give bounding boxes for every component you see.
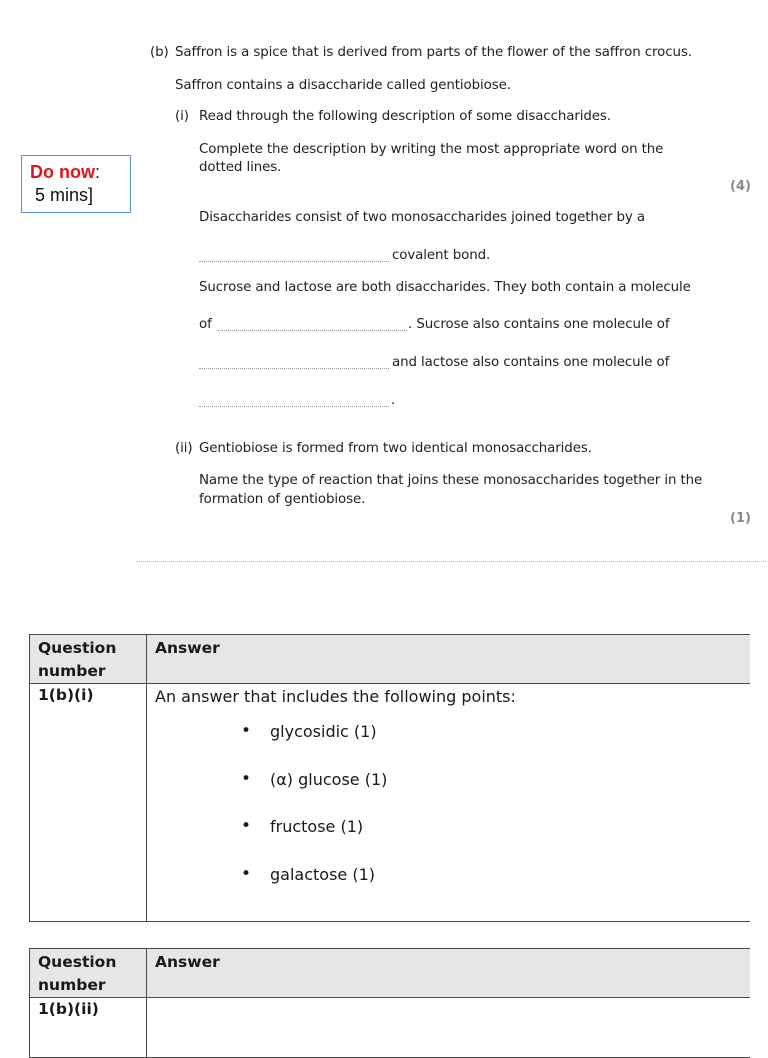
part-i-text: Read through the following description of some disaccharides. xyxy=(199,109,611,124)
header-answer: Answer xyxy=(147,635,751,684)
description-of: of xyxy=(199,317,212,332)
header-question-line-1: Question xyxy=(38,953,117,971)
description-line-1: Disaccharides consist of two monosaccharides joined together by a xyxy=(199,210,645,225)
answer-intro: An answer that includes the following points: xyxy=(155,687,516,706)
marks-part-ii: (1) xyxy=(730,511,751,526)
description-line-3: Sucrose and lactose are both disaccharides. They both contain a molecule xyxy=(199,280,691,295)
do-now-colon: : xyxy=(95,162,101,182)
part-ii-line-2: formation of gentiobiose. xyxy=(199,492,366,507)
question-intro: Saffron contains a disaccharide called gentiobiose. xyxy=(175,78,511,93)
part-ii-text: Gentiobiose is formed from two identical monosaccharides. xyxy=(199,441,592,456)
do-now-time: 5 mins] xyxy=(35,185,94,205)
description-line-4: . Sucrose also contains one molecule of xyxy=(408,317,670,332)
table-row xyxy=(30,684,751,922)
answer-cell xyxy=(147,998,751,1058)
answer-cell xyxy=(147,684,751,922)
answer-separator xyxy=(136,561,766,562)
do-now-label: Do now xyxy=(30,162,95,182)
description-line-2: covalent bond. xyxy=(392,248,491,263)
description-line-5: and lactose also contains one molecule of xyxy=(392,355,670,370)
instruction-line-2: dotted lines. xyxy=(199,160,282,175)
do-now-box xyxy=(21,155,131,213)
mark-scheme-table-2 xyxy=(29,948,750,1058)
part-i-label: (i) xyxy=(175,109,189,124)
header-question-number xyxy=(30,949,147,998)
answer-blank-4 xyxy=(199,396,389,407)
list-item: • fructose (1) xyxy=(241,817,750,865)
part-b-text: Saffron is a spice that is derived from parts of the flower of the saffron crocus. xyxy=(175,45,692,60)
marks-part-i: (4) xyxy=(730,179,751,194)
answer-points xyxy=(155,722,750,912)
header-question-number xyxy=(30,635,147,684)
answer-blank-2 xyxy=(217,320,407,331)
part-ii-line-1: Name the type of reaction that joins these monosaccharides together in the xyxy=(199,473,703,488)
header-answer: Answer xyxy=(147,949,751,998)
table-header-row xyxy=(30,635,751,684)
part-ii-label: (ii) xyxy=(175,441,193,456)
list-item: • glycosidic (1) xyxy=(241,722,750,770)
answer-blank-3 xyxy=(199,358,389,369)
instruction-line-1: Complete the description by writing the most appropriate word on the xyxy=(199,142,664,157)
header-question-line-2: number xyxy=(38,662,106,680)
table-row xyxy=(30,998,751,1058)
question-number: 1(b)(ii) xyxy=(30,998,147,1058)
answer-blank-1 xyxy=(199,251,389,262)
list-item: • galactose (1) xyxy=(241,865,750,913)
header-question-line-2: number xyxy=(38,976,106,994)
header-question-line-1: Question xyxy=(38,639,117,657)
part-b-label: (b) xyxy=(150,45,169,60)
description-end: . xyxy=(391,393,396,408)
list-item: • (α) glucose (1) xyxy=(241,770,750,818)
table-header-row xyxy=(30,949,751,998)
mark-scheme-table-1 xyxy=(29,634,750,922)
question-number: 1(b)(i) xyxy=(30,684,147,922)
